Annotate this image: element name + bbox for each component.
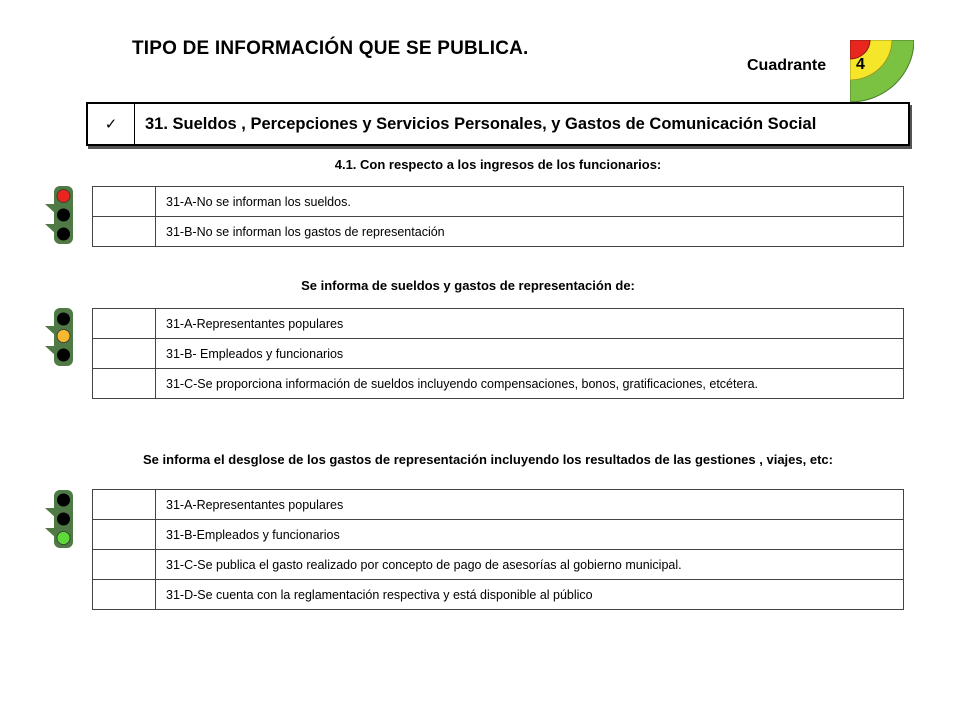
criterion-label: 31-A-No se informan los sueldos. <box>156 187 904 217</box>
group-2-subtitle: Se informa de sueldos y gastos de representación de: <box>301 278 635 293</box>
table-row <box>93 520 904 550</box>
table-row <box>93 550 904 580</box>
table-row <box>93 187 904 217</box>
criterion-label: 31-B- Empleados y funcionarios <box>156 339 904 369</box>
table-row <box>93 217 904 247</box>
criterion-label: 31-A-Representantes populares <box>156 309 904 339</box>
criterion-label: 31-A-Representantes populares <box>156 490 904 520</box>
table-row <box>93 580 904 610</box>
group-3-subtitle: Se informa el desglose de los gastos de representación incluyendo los resultados de las gestiones , viajes, etc: <box>143 452 833 467</box>
page-title: TIPO DE INFORMACIÓN QUE SE PUBLICA. <box>132 38 529 59</box>
checkbox-cell[interactable] <box>93 550 156 580</box>
checkbox-cell[interactable] <box>93 580 156 610</box>
section-header <box>86 102 910 146</box>
checkbox-cell[interactable] <box>93 369 156 399</box>
table-row <box>93 309 904 339</box>
group-1-table <box>92 186 904 247</box>
table-row <box>93 490 904 520</box>
group-2-table <box>92 308 904 399</box>
criterion-label: 31-D-Se cuenta con la reglamentación respectiva y está disponible al público <box>156 580 904 610</box>
checkbox-cell[interactable] <box>93 490 156 520</box>
criterion-label: 31-C-Se proporciona información de sueldos incluyendo compensaciones, bonos, gratificaciones, etcétera. <box>156 369 904 399</box>
checkbox-cell[interactable] <box>93 187 156 217</box>
section-title: 31. Sueldos , Percepciones y Servicios Personales, y Gastos de Comunicación Social <box>145 114 817 133</box>
traffic-light-green-icon <box>42 488 74 550</box>
table-row <box>93 369 904 399</box>
checkbox-cell[interactable] <box>93 339 156 369</box>
checkbox-cell[interactable] <box>93 309 156 339</box>
table-row <box>93 339 904 369</box>
check-icon[interactable]: ✓ <box>88 104 135 144</box>
criterion-label: 31-C-Se publica el gasto realizado por concepto de pago de asesorías al gobierno municipal. <box>156 550 904 580</box>
checkbox-cell[interactable] <box>93 520 156 550</box>
criterion-label: 31-B-Empleados y funcionarios <box>156 520 904 550</box>
group-1-subtitle: 4.1. Con respecto a los ingresos de los funcionarios: <box>334 157 662 172</box>
traffic-light-red-icon <box>42 184 74 246</box>
criterion-label: 31-B-No se informan los gastos de representación <box>156 217 904 247</box>
cuadrante-number: 4 <box>856 56 865 73</box>
checkbox-cell[interactable] <box>93 217 156 247</box>
cuadrante-label: Cuadrante <box>747 57 827 74</box>
traffic-light-yellow-icon <box>42 306 74 368</box>
group-3-table <box>92 489 904 610</box>
